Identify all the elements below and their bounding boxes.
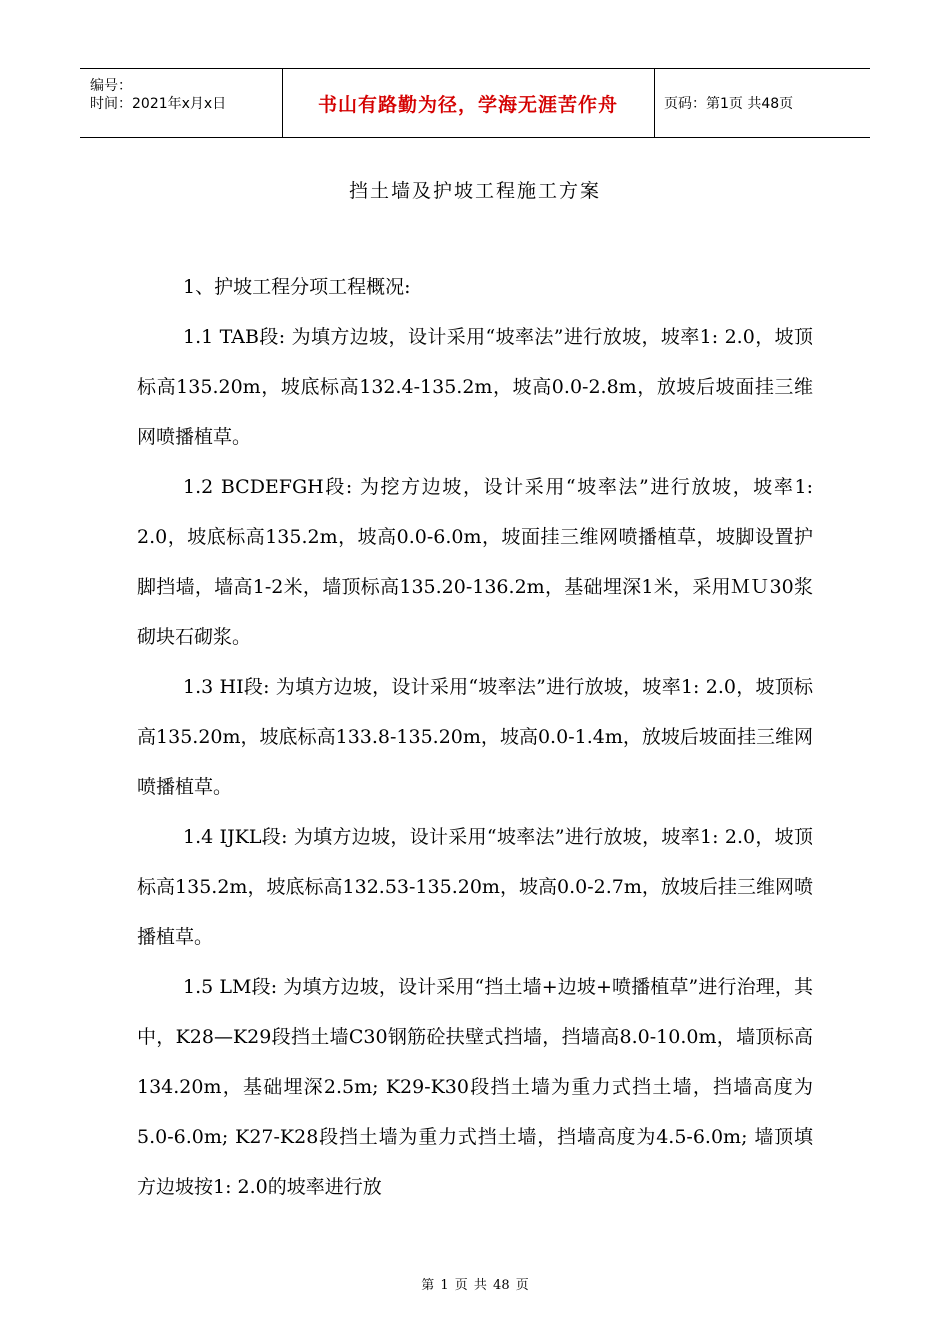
- document-body: [137, 262, 813, 1212]
- paragraph-1-1: 1.1 TAB段: 为填方边坡，设计采用“坡率法”进行放坡，坡率1: 2.0，坡顶标高135.20m，坡底标高132.4-135.2m，坡高0.0-2.8m，放坡后坡面挂三维网喷播植草。: [137, 326, 813, 448]
- document-time-label: 时间：2021年x月x日: [90, 96, 227, 112]
- paragraph-1-2: 1.2 BCDEFGH段: 为挖方边坡，设计采用“坡率法”进行放坡，坡率1: 2.0，坡底标高135.2m，坡高0.0-6.0m，坡面挂三维网喷播植草，坡脚设置护脚挡墙，墙高1-2米，墙顶标高135.20-136.2m，基础埋深1米，采用ＭＵ30浆砌块石砌浆。: [137, 476, 813, 648]
- header-page-cell: [654, 69, 870, 137]
- page-header: [80, 68, 870, 138]
- paragraph-1-3: 1.3 HI段: 为填方边坡，设计采用“坡率法”进行放坡，坡率1: 2.0，坡顶标高135.20m，坡底标高133.8-135.20m，坡高0.0-1.4m，放坡后坡面挂三维网喷播植草。: [137, 676, 813, 798]
- header-motto-cell: [282, 69, 655, 137]
- header-motto: 书山有路勤为径，学海无涯苦作舟: [317, 93, 618, 116]
- document-number-label: 编号：: [90, 78, 132, 94]
- paragraph-1-5: 1.5 LM段: 为填方边坡，设计采用“挡土墙+边坡+喷播植草”进行治理，其中，K28—K29段挡土墙C30钢筋砼扶壁式挡墙，挡墙高8.0-10.0m，墙顶标高134.20m，基础埋深2.5m; K29-K30段挡土墙为重力式挡土墙，挡墙高度为5.0-6.0m; K27-K28段挡土墙为重力式挡土墙，挡墙高度为4.5-6.0m; 墙顶填方边坡按1: 2.0的坡率进行放: [137, 976, 813, 1198]
- paragraph-1-4: 1.4 IJKL段: 为填方边坡，设计采用“坡率法”进行放坡，坡率1: 2.0，坡顶标高135.2m，坡底标高132.53-135.20m，坡高0.0-2.7m，放坡后挂三维网喷播植草。: [137, 826, 813, 948]
- document-title: 挡土墙及护坡工程施工方案: [348, 180, 601, 202]
- section-heading: 1、护坡工程分项工程概况:: [183, 276, 411, 298]
- header-page-info: 页码：第1页 共48页: [664, 96, 794, 112]
- header-meta-cell: [80, 69, 283, 137]
- page-footer: 第 1 页 共 48 页: [421, 1278, 529, 1293]
